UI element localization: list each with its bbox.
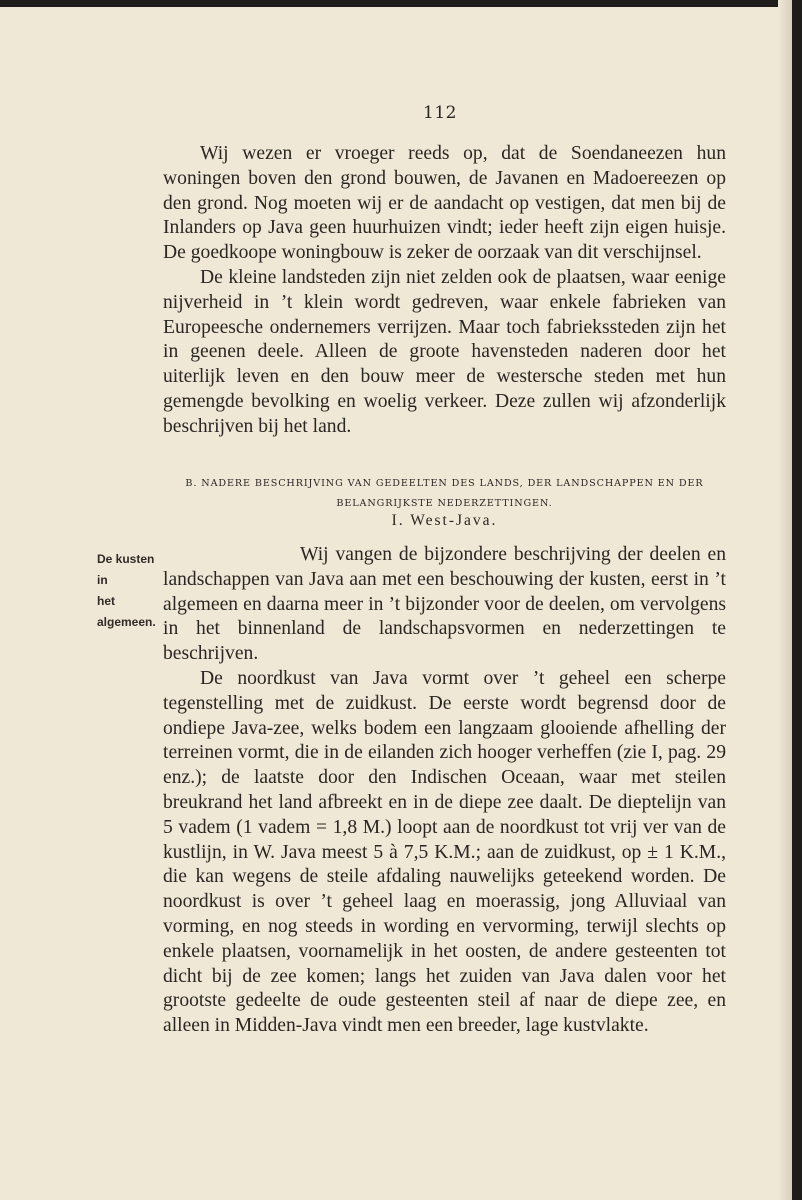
scan-border-top (0, 0, 802, 7)
margin-note-line: het algemeen. (97, 594, 156, 629)
intro-text (163, 142, 726, 440)
section-heading-line: BELANGRIJKSTE NEDERZETTINGEN. (336, 498, 553, 509)
section-heading-line: B. NADERE BESCHRIJVING VAN GEDEELTEN DES LANDS, DER LANDSCHAPPEN EN DER (185, 478, 704, 489)
paragraph: Wij vangen de bijzondere beschrijving der deelen en landschappen van Java aan met een beschouwing der kusten, eerst in ’t algemeen en daarna meer in ’t bijzonder voor de deelen, om vervolgens in het binnenland de landschapsvormen en nederzettingen te beschrijven. (163, 544, 726, 665)
section-heading (163, 474, 726, 514)
page-number: 112 (423, 103, 457, 123)
chapter-subheading: I. West-Java. (391, 512, 498, 529)
scan-border-right (792, 0, 802, 1200)
paragraph: De kleine landsteden zijn niet zelden ook de plaatsen, waar eenige nijverheid in ’t klein wordt gedreven, waar enkele fabrieken van Europeesche ondernemers verrijzen. Maar toch fabriekssteden zijn het in geenen deele. Alleen de groote havensteden naderen door het uiterlijk leven en den bouw meer de westersche steden met hun gemengde bevolking en woelig verkeer. Deze zullen wij afzonderlijk beschrijven bij het land. (163, 266, 726, 437)
page-gutter-shadow (778, 0, 792, 1200)
paragraph: Wij wezen er vroeger reeds op, dat de Soendaneezen hun woningen boven den grond bouwen, de Javanen en Madoereezen op den grond. Nog moeten wij er de aandacht op vestigen, dat men bij de Inlanders op Java geen huurhuizen vindt; ieder heeft zijn eigen huisje. De goedkoope woningbouw is zeker de oorzaak van dit verschijnsel. (163, 143, 726, 264)
margin-note-line: De kusten in (97, 552, 155, 587)
paragraph: De noordkust van Java vormt over ’t geheel een scherpe tegenstelling met de zuidkust. De eerste wordt begrensd door de ondiepe Java-zee, welks bodem een langzaam glooiende afhelling der terreinen vormt, die in de eilanden zich hooger verheffen (zie I, pag. 29 enz.); de laatste door den Indischen Oceaan, waar met steilen breukrand het land afbreekt en in de diepe zee daalt. De dieptelijn van 5 vadem (1 vadem = 1,8 M.) loopt aan de noordkust tot vrij ver van de kustlijn, in W. Java meest 5 à 7,5 K.M.; aan de zuidkust, op ± 1 K.M., die kan wegens de steile afdaling nauwelijks geteekend worden. De noordkust is over ’t geheel laag en moerassig, jong Alluviaal van vorming, en nog steeds in wording en vervorming, terwijl slechts op enkele plaatsen, voornamelijk in het oosten, de andere gesteenten tot dicht bij de zee komen; langs het zuiden van Java dalen voor het grootste gedeelte de oude gesteenten steil af naar de diepe zee, en alleen in Midden-Java vindt men een breeder, lage kustvlakte. (163, 667, 726, 1037)
main-text (163, 543, 726, 1039)
margin-note (97, 549, 167, 633)
